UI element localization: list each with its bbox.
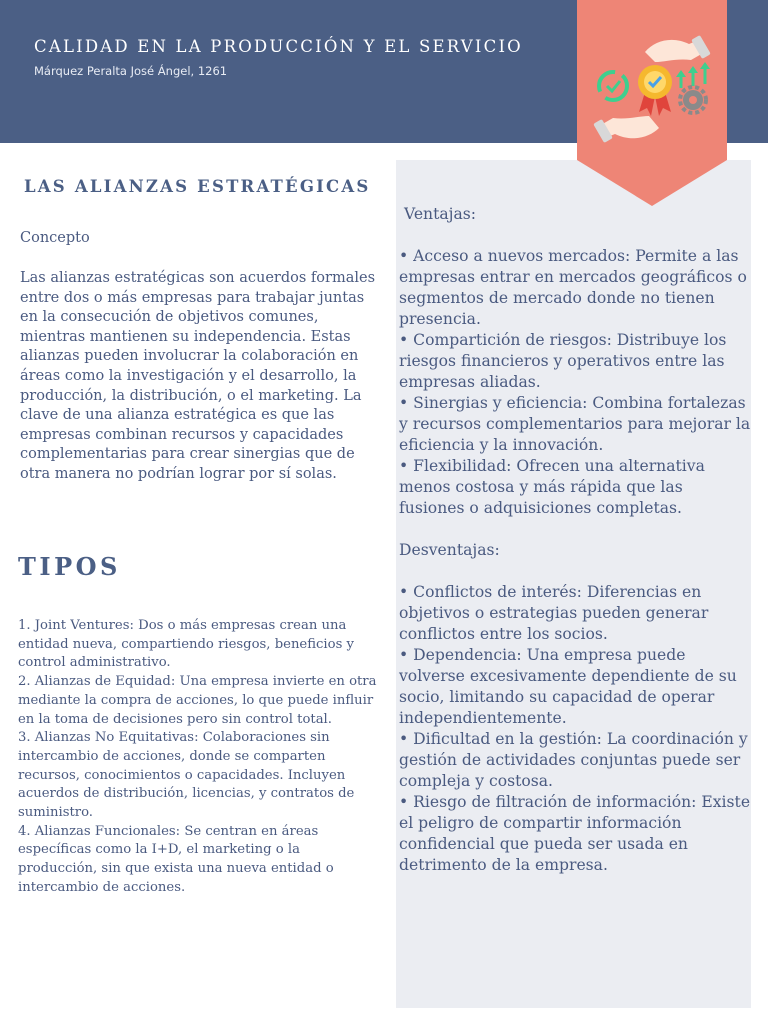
document-title: CALIDAD EN LA PRODUCCIÓN Y EL SERVICIO	[34, 37, 523, 56]
tipos-item: 3. Alianzas No Equitativas: Colaboraciones sin intercambio de acciones, donde se comparten recursos, conocimientos o capacidades. Incluyen acuerdos de distribución, licencias, y contratos de suministro.	[18, 730, 355, 821]
tipos-item: 1. Joint Ventures: Dos o más empresas crean una entidad nueva, compartiendo riesgos, beneficios y control administrativo.	[18, 618, 354, 671]
desventajas-heading: Desventajas:	[399, 541, 500, 559]
tipos-heading: TIPOS	[18, 552, 121, 581]
concept-paragraph: Las alianzas estratégicas son acuerdos formales entre dos o más empresas para trabajar juntas en la consecución de objetivos comunes, mientras mantienen su independencia. Estas alianzas pueden involucrar la colaboración en áreas como la investigación y el desarrollo, la producción, la distribución, o el marketing. La clave de una alianza estratégica es que las empresas combinan recursos y capacidades complementarias para crear sinergias que de otra manera no podrían lograr por sí solas.	[20, 270, 376, 482]
ventajas-item: • Acceso a nuevos mercados: Permite a las empresas entrar en mercados geográficos o segmentos de mercado donde no tienen presencia.	[399, 247, 747, 328]
tipos-list	[18, 617, 383, 898]
desventajas-list	[399, 582, 751, 876]
desventajas-item: • Dificultad en la gestión: La coordinación y gestión de actividades conjuntas puede ser compleja y costosa.	[399, 730, 748, 790]
ventajas-item: • Compartición de riesgos: Distribuye los riesgos financieros y operativos entre las empresas aliadas.	[399, 331, 727, 391]
desventajas-item: • Conflictos de interés: Diferencias en objetivos o estrategias pueden generar conflictos entre los socios.	[399, 583, 709, 643]
tipos-item: 4. Alianzas Funcionales: Se centran en áreas específicas como la I+D, el marketing o la producción, sin que exista una nueva entidad o intercambio de acciones.	[18, 823, 334, 895]
desventajas-item: • Riesgo de filtración de información: Existe el peligro de compartir información confidencial que pueda ser usada en detrimento de la empresa.	[399, 793, 751, 874]
document-author: Márquez Peralta José Ángel, 1261	[34, 64, 228, 78]
section-title: LAS ALIANZAS ESTRATÉGICAS	[24, 177, 371, 196]
pros-cons-column	[399, 204, 751, 876]
ventajas-heading: Ventajas:	[404, 205, 477, 223]
ribbon-badge	[577, 0, 727, 206]
ventajas-item: • Sinergias y eficiencia: Combina fortalezas y recursos complementarios para mejorar la eficiencia y la innovación.	[399, 394, 751, 454]
tipos-item: 2. Alianzas de Equidad: Una empresa invierte en otra mediante la compra de acciones, lo que puede influir en la toma de decisiones pero sin control total.	[18, 674, 377, 727]
ventajas-list	[399, 246, 751, 519]
desventajas-item: • Dependencia: Una empresa puede volverse excesivamente dependiente de su socio, limitando su capacidad de operar independientemente.	[399, 646, 737, 727]
concept-label: Concepto	[20, 230, 90, 246]
ventajas-item: • Flexibilidad: Ofrecen una alternativa menos costosa y más rápida que las fusiones o adquisiciones completas.	[399, 457, 705, 517]
